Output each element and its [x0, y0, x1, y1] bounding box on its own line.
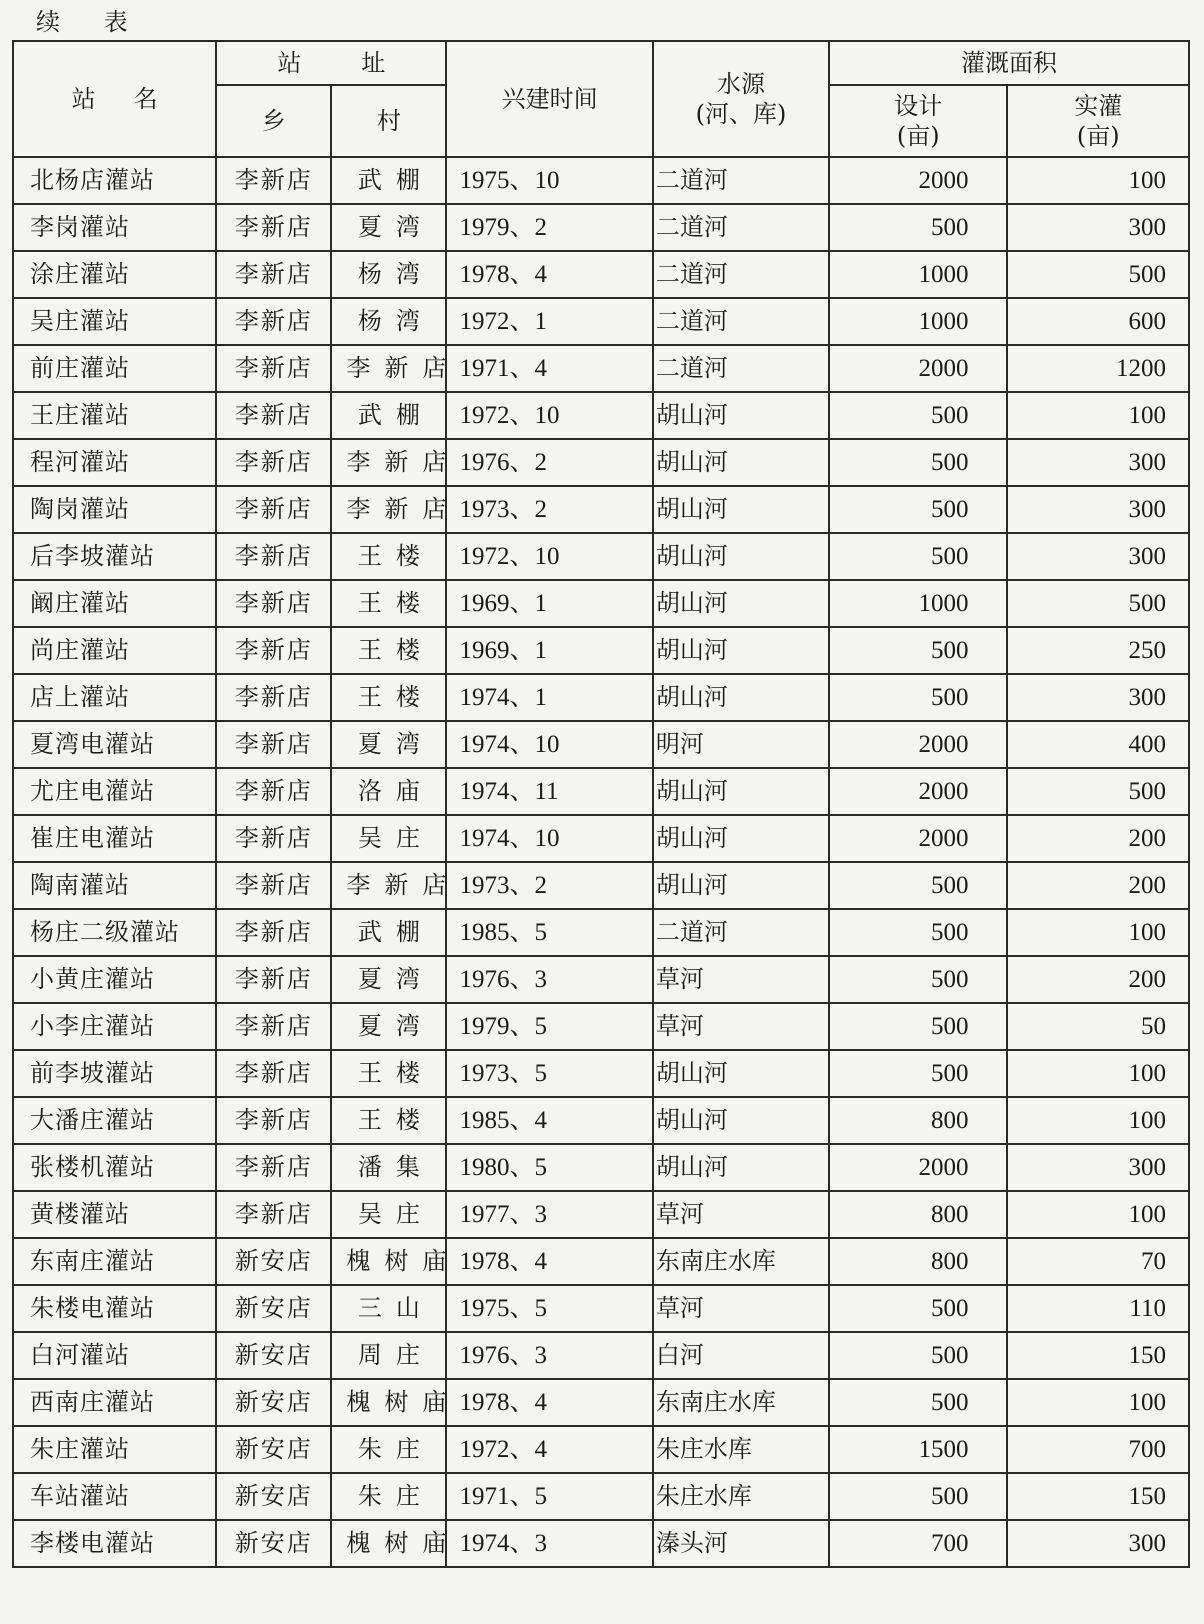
design-area-cell: 1500 [829, 1426, 1007, 1473]
actual-area-cell: 100 [1007, 157, 1189, 204]
build-time-cell: 1972、10 [446, 392, 652, 439]
table-row [13, 251, 1189, 298]
table-row [13, 580, 1189, 627]
township-cell: 李新店 [216, 627, 331, 674]
station-name-cell: 大潘庄灌站 [13, 1097, 216, 1144]
water-source-cell: 草河 [653, 1191, 829, 1238]
water-source-cell: 溱头河 [653, 1520, 829, 1567]
actual-area-cell: 500 [1007, 251, 1189, 298]
water-source-cell: 东南庄水库 [653, 1379, 829, 1426]
table-row [13, 1097, 1189, 1144]
table-row [13, 1191, 1189, 1238]
build-time-cell: 1979、5 [446, 1003, 652, 1050]
build-time-cell: 1975、5 [446, 1285, 652, 1332]
station-name-cell: 阚庄灌站 [13, 580, 216, 627]
water-source-cell: 二道河 [653, 157, 829, 204]
village-cell: 武棚 [331, 392, 446, 439]
village-cell: 槐树庙 [331, 1379, 446, 1426]
actual-area-cell: 700 [1007, 1426, 1189, 1473]
build-time-cell: 1980、5 [446, 1144, 652, 1191]
station-name-cell: 小黄庄灌站 [13, 956, 216, 1003]
village-cell: 王楼 [331, 627, 446, 674]
village-cell: 夏湾 [331, 721, 446, 768]
table-row [13, 157, 1189, 204]
actual-area-cell: 100 [1007, 1050, 1189, 1097]
water-source-cell: 草河 [653, 1285, 829, 1332]
table-row [13, 721, 1189, 768]
design-area-cell: 500 [829, 486, 1007, 533]
station-name-cell: 李岗灌站 [13, 204, 216, 251]
village-cell: 李新店 [331, 345, 446, 392]
village-cell: 夏湾 [331, 956, 446, 1003]
water-source-cell: 胡山河 [653, 815, 829, 862]
village-cell: 杨湾 [331, 251, 446, 298]
village-cell: 王楼 [331, 1097, 446, 1144]
station-name-cell: 陶岗灌站 [13, 486, 216, 533]
header-township: 乡 [216, 85, 331, 157]
table-row [13, 1426, 1189, 1473]
build-time-cell: 1974、1 [446, 674, 652, 721]
actual-area-cell: 400 [1007, 721, 1189, 768]
design-area-cell: 500 [829, 1332, 1007, 1379]
water-source-cell: 胡山河 [653, 768, 829, 815]
township-cell: 新安店 [216, 1473, 331, 1520]
village-cell: 吴庄 [331, 815, 446, 862]
township-cell: 李新店 [216, 862, 331, 909]
township-cell: 李新店 [216, 1191, 331, 1238]
build-time-cell: 1977、3 [446, 1191, 652, 1238]
table-row [13, 909, 1189, 956]
actual-area-cell: 300 [1007, 204, 1189, 251]
township-cell: 李新店 [216, 674, 331, 721]
station-name-cell: 前李坡灌站 [13, 1050, 216, 1097]
village-cell: 朱庄 [331, 1426, 446, 1473]
build-time-cell: 1978、4 [446, 251, 652, 298]
station-name-cell: 小李庄灌站 [13, 1003, 216, 1050]
design-area-cell: 500 [829, 204, 1007, 251]
actual-area-cell: 300 [1007, 439, 1189, 486]
actual-area-cell: 150 [1007, 1473, 1189, 1520]
water-source-cell: 胡山河 [653, 1097, 829, 1144]
station-name-cell: 吴庄灌站 [13, 298, 216, 345]
village-cell: 武棚 [331, 157, 446, 204]
village-cell: 李新店 [331, 439, 446, 486]
build-time-cell: 1973、2 [446, 862, 652, 909]
table-row [13, 815, 1189, 862]
header-water-source: 水源 (河、库) [653, 41, 829, 157]
table-row [13, 345, 1189, 392]
actual-area-cell: 200 [1007, 956, 1189, 1003]
township-cell: 新安店 [216, 1285, 331, 1332]
table-row [13, 956, 1189, 1003]
header-village: 村 [331, 85, 446, 157]
village-cell: 李新店 [331, 486, 446, 533]
actual-area-cell: 1200 [1007, 345, 1189, 392]
water-source-cell: 胡山河 [653, 486, 829, 533]
station-name-cell: 朱楼电灌站 [13, 1285, 216, 1332]
build-time-cell: 1985、4 [446, 1097, 652, 1144]
table-row [13, 1332, 1189, 1379]
actual-area-cell: 500 [1007, 768, 1189, 815]
station-name-cell: 涂庄灌站 [13, 251, 216, 298]
township-cell: 李新店 [216, 204, 331, 251]
header-actual-area: 实灌 (亩) [1007, 85, 1189, 157]
build-time-cell: 1976、3 [446, 956, 652, 1003]
table-row [13, 486, 1189, 533]
build-time-cell: 1974、10 [446, 815, 652, 862]
township-cell: 李新店 [216, 486, 331, 533]
village-cell: 夏湾 [331, 1003, 446, 1050]
water-source-cell: 胡山河 [653, 392, 829, 439]
township-cell: 新安店 [216, 1332, 331, 1379]
actual-area-cell: 300 [1007, 1144, 1189, 1191]
water-source-cell: 二道河 [653, 345, 829, 392]
village-cell: 杨湾 [331, 298, 446, 345]
village-cell: 李新店 [331, 862, 446, 909]
design-area-cell: 500 [829, 439, 1007, 486]
station-name-cell: 西南庄灌站 [13, 1379, 216, 1426]
water-source-cell: 二道河 [653, 204, 829, 251]
table-row [13, 862, 1189, 909]
station-name-cell: 夏湾电灌站 [13, 721, 216, 768]
table-row [13, 439, 1189, 486]
township-cell: 李新店 [216, 345, 331, 392]
design-area-cell: 500 [829, 627, 1007, 674]
actual-area-cell: 300 [1007, 533, 1189, 580]
build-time-cell: 1971、5 [446, 1473, 652, 1520]
station-name-cell: 后李坡灌站 [13, 533, 216, 580]
table-row [13, 298, 1189, 345]
actual-area-cell: 100 [1007, 392, 1189, 439]
design-area-cell: 500 [829, 392, 1007, 439]
village-cell: 三山 [331, 1285, 446, 1332]
design-area-cell: 800 [829, 1191, 1007, 1238]
water-source-cell: 二道河 [653, 251, 829, 298]
table-row [13, 768, 1189, 815]
station-name-cell: 尚庄灌站 [13, 627, 216, 674]
water-source-cell: 胡山河 [653, 533, 829, 580]
township-cell: 新安店 [216, 1426, 331, 1473]
water-source-cell: 二道河 [653, 298, 829, 345]
actual-area-cell: 100 [1007, 1097, 1189, 1144]
table-row [13, 1473, 1189, 1520]
build-time-cell: 1971、4 [446, 345, 652, 392]
design-area-cell: 500 [829, 909, 1007, 956]
township-cell: 李新店 [216, 439, 331, 486]
build-time-cell: 1974、3 [446, 1520, 652, 1567]
design-area-cell: 1000 [829, 580, 1007, 627]
township-cell: 新安店 [216, 1238, 331, 1285]
township-cell: 李新店 [216, 1003, 331, 1050]
water-source-cell: 草河 [653, 1003, 829, 1050]
design-area-cell: 800 [829, 1238, 1007, 1285]
build-time-cell: 1973、2 [446, 486, 652, 533]
station-name-cell: 朱庄灌站 [13, 1426, 216, 1473]
design-area-cell: 500 [829, 1379, 1007, 1426]
township-cell: 新安店 [216, 1520, 331, 1567]
station-name-cell: 陶南灌站 [13, 862, 216, 909]
water-source-cell: 胡山河 [653, 862, 829, 909]
build-time-cell: 1976、2 [446, 439, 652, 486]
table-row [13, 1379, 1189, 1426]
village-cell: 槐树庙 [331, 1520, 446, 1567]
build-time-cell: 1972、10 [446, 533, 652, 580]
build-time-cell: 1972、1 [446, 298, 652, 345]
table-row [13, 533, 1189, 580]
table-row [13, 1285, 1189, 1332]
actual-area-cell: 150 [1007, 1332, 1189, 1379]
township-cell: 李新店 [216, 768, 331, 815]
table-row [13, 204, 1189, 251]
design-area-cell: 1000 [829, 298, 1007, 345]
table-row [13, 674, 1189, 721]
header-build-time: 兴建时间 [446, 41, 652, 157]
design-area-cell: 500 [829, 533, 1007, 580]
village-cell: 王楼 [331, 533, 446, 580]
village-cell: 王楼 [331, 580, 446, 627]
design-area-cell: 500 [829, 674, 1007, 721]
village-cell: 武棚 [331, 909, 446, 956]
village-cell: 周庄 [331, 1332, 446, 1379]
township-cell: 李新店 [216, 157, 331, 204]
build-time-cell: 1979、2 [446, 204, 652, 251]
table-row [13, 627, 1189, 674]
actual-area-cell: 110 [1007, 1285, 1189, 1332]
station-name-cell: 北杨店灌站 [13, 157, 216, 204]
table-caption: 续 表 [36, 8, 146, 36]
station-name-cell: 车站灌站 [13, 1473, 216, 1520]
station-name-cell: 白河灌站 [13, 1332, 216, 1379]
design-area-cell: 2000 [829, 1144, 1007, 1191]
village-cell: 王楼 [331, 674, 446, 721]
design-area-cell: 500 [829, 1473, 1007, 1520]
township-cell: 李新店 [216, 956, 331, 1003]
township-cell: 李新店 [216, 580, 331, 627]
water-source-cell: 朱庄水库 [653, 1426, 829, 1473]
table-row [13, 1520, 1189, 1567]
design-area-cell: 2000 [829, 345, 1007, 392]
station-name-cell: 东南庄灌站 [13, 1238, 216, 1285]
actual-area-cell: 200 [1007, 862, 1189, 909]
build-time-cell: 1969、1 [446, 580, 652, 627]
actual-area-cell: 100 [1007, 909, 1189, 956]
water-source-cell: 草河 [653, 956, 829, 1003]
station-name-cell: 店上灌站 [13, 674, 216, 721]
design-area-cell: 500 [829, 1003, 1007, 1050]
table-row [13, 1003, 1189, 1050]
township-cell: 李新店 [216, 533, 331, 580]
table-body [13, 157, 1189, 1567]
table-row [13, 1144, 1189, 1191]
actual-area-cell: 70 [1007, 1238, 1189, 1285]
township-cell: 李新店 [216, 909, 331, 956]
township-cell: 李新店 [216, 251, 331, 298]
actual-area-cell: 100 [1007, 1379, 1189, 1426]
design-area-cell: 800 [829, 1097, 1007, 1144]
village-cell: 洛庙 [331, 768, 446, 815]
build-time-cell: 1985、5 [446, 909, 652, 956]
build-time-cell: 1974、11 [446, 768, 652, 815]
header-station-name: 站名 [13, 41, 216, 157]
village-cell: 潘集 [331, 1144, 446, 1191]
build-time-cell: 1978、4 [446, 1379, 652, 1426]
station-name-cell: 尤庄电灌站 [13, 768, 216, 815]
table-row [13, 1238, 1189, 1285]
build-time-cell: 1975、10 [446, 157, 652, 204]
township-cell: 李新店 [216, 1144, 331, 1191]
build-time-cell: 1974、10 [446, 721, 652, 768]
station-name-cell: 杨庄二级灌站 [13, 909, 216, 956]
table-row [13, 392, 1189, 439]
station-name-cell: 张楼机灌站 [13, 1144, 216, 1191]
actual-area-cell: 200 [1007, 815, 1189, 862]
actual-area-cell: 300 [1007, 1520, 1189, 1567]
water-source-cell: 明河 [653, 721, 829, 768]
township-cell: 李新店 [216, 1097, 331, 1144]
township-cell: 新安店 [216, 1379, 331, 1426]
water-source-cell: 东南庄水库 [653, 1238, 829, 1285]
water-source-cell: 胡山河 [653, 1050, 829, 1097]
water-source-cell: 胡山河 [653, 674, 829, 721]
actual-area-cell: 50 [1007, 1003, 1189, 1050]
water-source-cell: 朱庄水库 [653, 1473, 829, 1520]
station-name-cell: 王庄灌站 [13, 392, 216, 439]
build-time-cell: 1973、5 [446, 1050, 652, 1097]
township-cell: 李新店 [216, 1050, 331, 1097]
actual-area-cell: 500 [1007, 580, 1189, 627]
header-site: 站址 [216, 41, 446, 85]
header-design-area: 设计 (亩) [829, 85, 1007, 157]
water-source-cell: 胡山河 [653, 627, 829, 674]
water-source-cell: 白河 [653, 1332, 829, 1379]
village-cell: 朱庄 [331, 1473, 446, 1520]
water-source-cell: 二道河 [653, 909, 829, 956]
header-irrigation-area: 灌溉面积 [829, 41, 1189, 85]
design-area-cell: 700 [829, 1520, 1007, 1567]
design-area-cell: 500 [829, 956, 1007, 1003]
actual-area-cell: 250 [1007, 627, 1189, 674]
township-cell: 李新店 [216, 721, 331, 768]
station-name-cell: 黄楼灌站 [13, 1191, 216, 1238]
water-source-cell: 胡山河 [653, 1144, 829, 1191]
township-cell: 李新店 [216, 392, 331, 439]
village-cell: 槐树庙 [331, 1238, 446, 1285]
design-area-cell: 500 [829, 862, 1007, 909]
design-area-cell: 2000 [829, 815, 1007, 862]
township-cell: 李新店 [216, 298, 331, 345]
village-cell: 王楼 [331, 1050, 446, 1097]
village-cell: 夏湾 [331, 204, 446, 251]
irrigation-station-table [12, 40, 1190, 1568]
actual-area-cell: 100 [1007, 1191, 1189, 1238]
design-area-cell: 1000 [829, 251, 1007, 298]
build-time-cell: 1978、4 [446, 1238, 652, 1285]
village-cell: 吴庄 [331, 1191, 446, 1238]
actual-area-cell: 600 [1007, 298, 1189, 345]
design-area-cell: 500 [829, 1285, 1007, 1332]
design-area-cell: 2000 [829, 768, 1007, 815]
station-name-cell: 前庄灌站 [13, 345, 216, 392]
build-time-cell: 1976、3 [446, 1332, 652, 1379]
design-area-cell: 2000 [829, 721, 1007, 768]
build-time-cell: 1969、1 [446, 627, 652, 674]
station-name-cell: 崔庄电灌站 [13, 815, 216, 862]
township-cell: 李新店 [216, 815, 331, 862]
station-name-cell: 李楼电灌站 [13, 1520, 216, 1567]
actual-area-cell: 300 [1007, 486, 1189, 533]
design-area-cell: 500 [829, 1050, 1007, 1097]
actual-area-cell: 300 [1007, 674, 1189, 721]
build-time-cell: 1972、4 [446, 1426, 652, 1473]
design-area-cell: 2000 [829, 157, 1007, 204]
table-row [13, 1050, 1189, 1097]
station-name-cell: 程河灌站 [13, 439, 216, 486]
water-source-cell: 胡山河 [653, 439, 829, 486]
water-source-cell: 胡山河 [653, 580, 829, 627]
